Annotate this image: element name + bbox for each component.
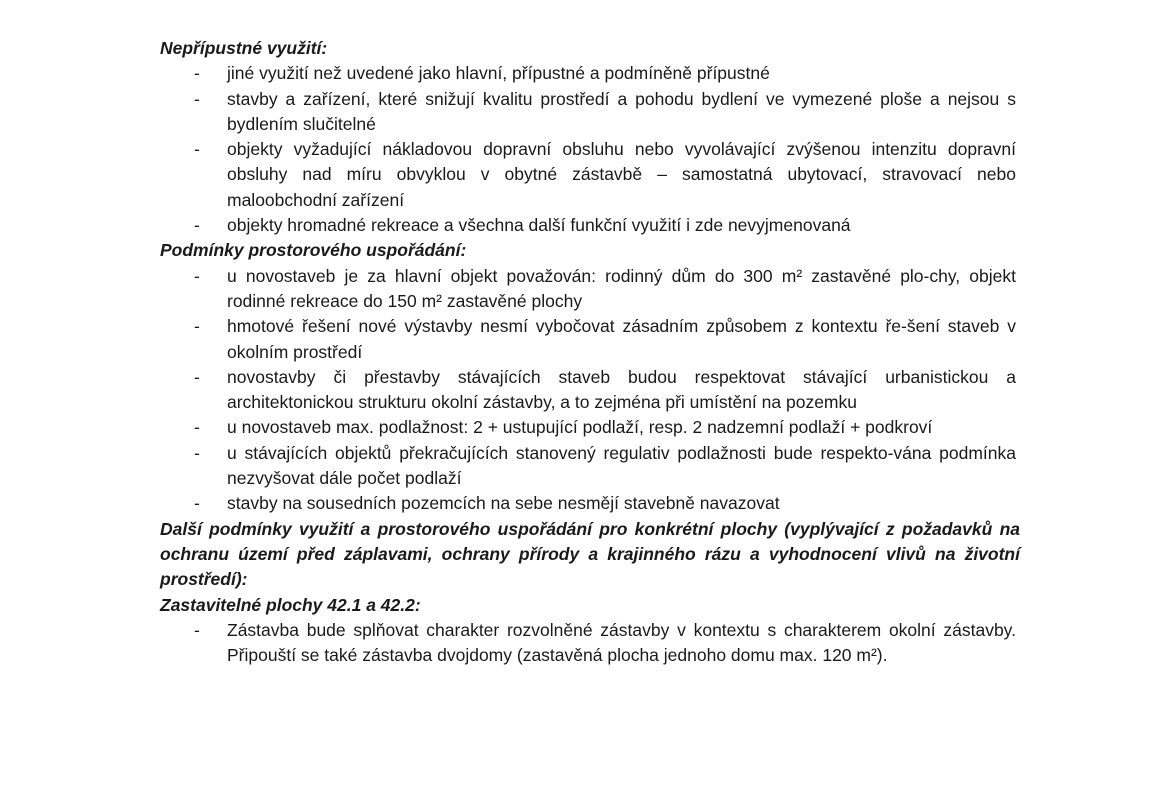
list-item: - stavby a zařízení, které snižují kvalitu prostředí a pohodu bydlení ve vymezené ploše a nejsou s bydlením slučitelné (194, 88, 1016, 134)
bullet-dash: - (194, 619, 200, 640)
bullet-dash: - (194, 139, 200, 160)
heading-additional-conditions: Další podmínky využití a prostorového uspořádání pro konkrétní plochy (vyplývající z požadavků na ochranu území před záplavami, ochrany přírody a krajinného rázu a vyhodnocení vlivů na životní prostředí): (160, 518, 1020, 590)
bullet-dash: - (194, 265, 200, 286)
list-spatial-conditions (160, 264, 1020, 517)
heading-buildable-areas: Zastavitelné plochy 42.1 a 42.2: (160, 594, 421, 615)
list-item: - Zástavba bude splňovat charakter rozvolněné zástavby v kontextu s charakterem okolní zástavby. Připouští se také zástavba dvojdomy (zastavěná plocha jednoho domu max. 120 m²). (194, 619, 1016, 666)
list-item: - u novostaveb je za hlavní objekt považován: rodinný dům do 300 m² zastavěné plo-chy, objekt rodinné rekreace do 150 m² zastavěné plochy (194, 265, 1016, 311)
bullet-dash: - (194, 88, 200, 109)
bullet-dash: - (194, 366, 200, 387)
list-buildable-areas (160, 618, 1020, 669)
bullet-dash: - (194, 215, 200, 236)
list-item: - stavby na sousedních pozemcích na sebe nesmějí stavebně navazovat (160, 491, 1020, 516)
heading-disallowed-use: Nepřípustné využití: (160, 38, 328, 58)
list-item: - u novostaveb max. podlažnost: 2 + ustupující podlaží, resp. 2 nadzemní podlaží + podkroví (160, 415, 1020, 440)
bullet-dash: - (194, 63, 200, 84)
bullet-dash: - (194, 417, 200, 438)
bullet-dash: - (194, 316, 200, 337)
list-item: - hmotové řešení nové výstavby nesmí vybočovat zásadním způsobem z kontextu ře-šení staveb v okolním prostředí (194, 316, 1016, 362)
bullet-dash: - (194, 493, 200, 514)
heading-spatial-conditions: Podmínky prostorového uspořádání: (160, 240, 467, 261)
list-item: - jiné využití než uvedené jako hlavní, přípustné a podmíněně přípustné (160, 61, 1020, 86)
list-item: - objekty vyžadující nákladovou dopravní obsluhu nebo vyvolávající zvýšenou intenzitu dopravní obsluhy nad míru obvyklou v obytné zástavbě – samostatná ubytovací, stravovací nebo maloobchodní zařízení (194, 139, 1016, 210)
list-item: - objekty hromadné rekreace a všechna další funkční využití i zde nevyjmenovaná (160, 213, 1020, 238)
list-item: - u stávajících objektů překračujících stanovený regulativ podlažnosti bude respekto-vána podmínka nezvyšovat dále počet podlaží (194, 442, 1016, 489)
list-item: - novostavby či přestavby stávajících staveb budou respektovat stávající urbanistickou a architektonickou strukturu okolní zástavby, a to zejména při umístění na pozemku (194, 366, 1016, 413)
bullet-dash: - (194, 442, 200, 463)
list-disallowed-use (160, 61, 1020, 238)
document-body (160, 36, 1020, 668)
